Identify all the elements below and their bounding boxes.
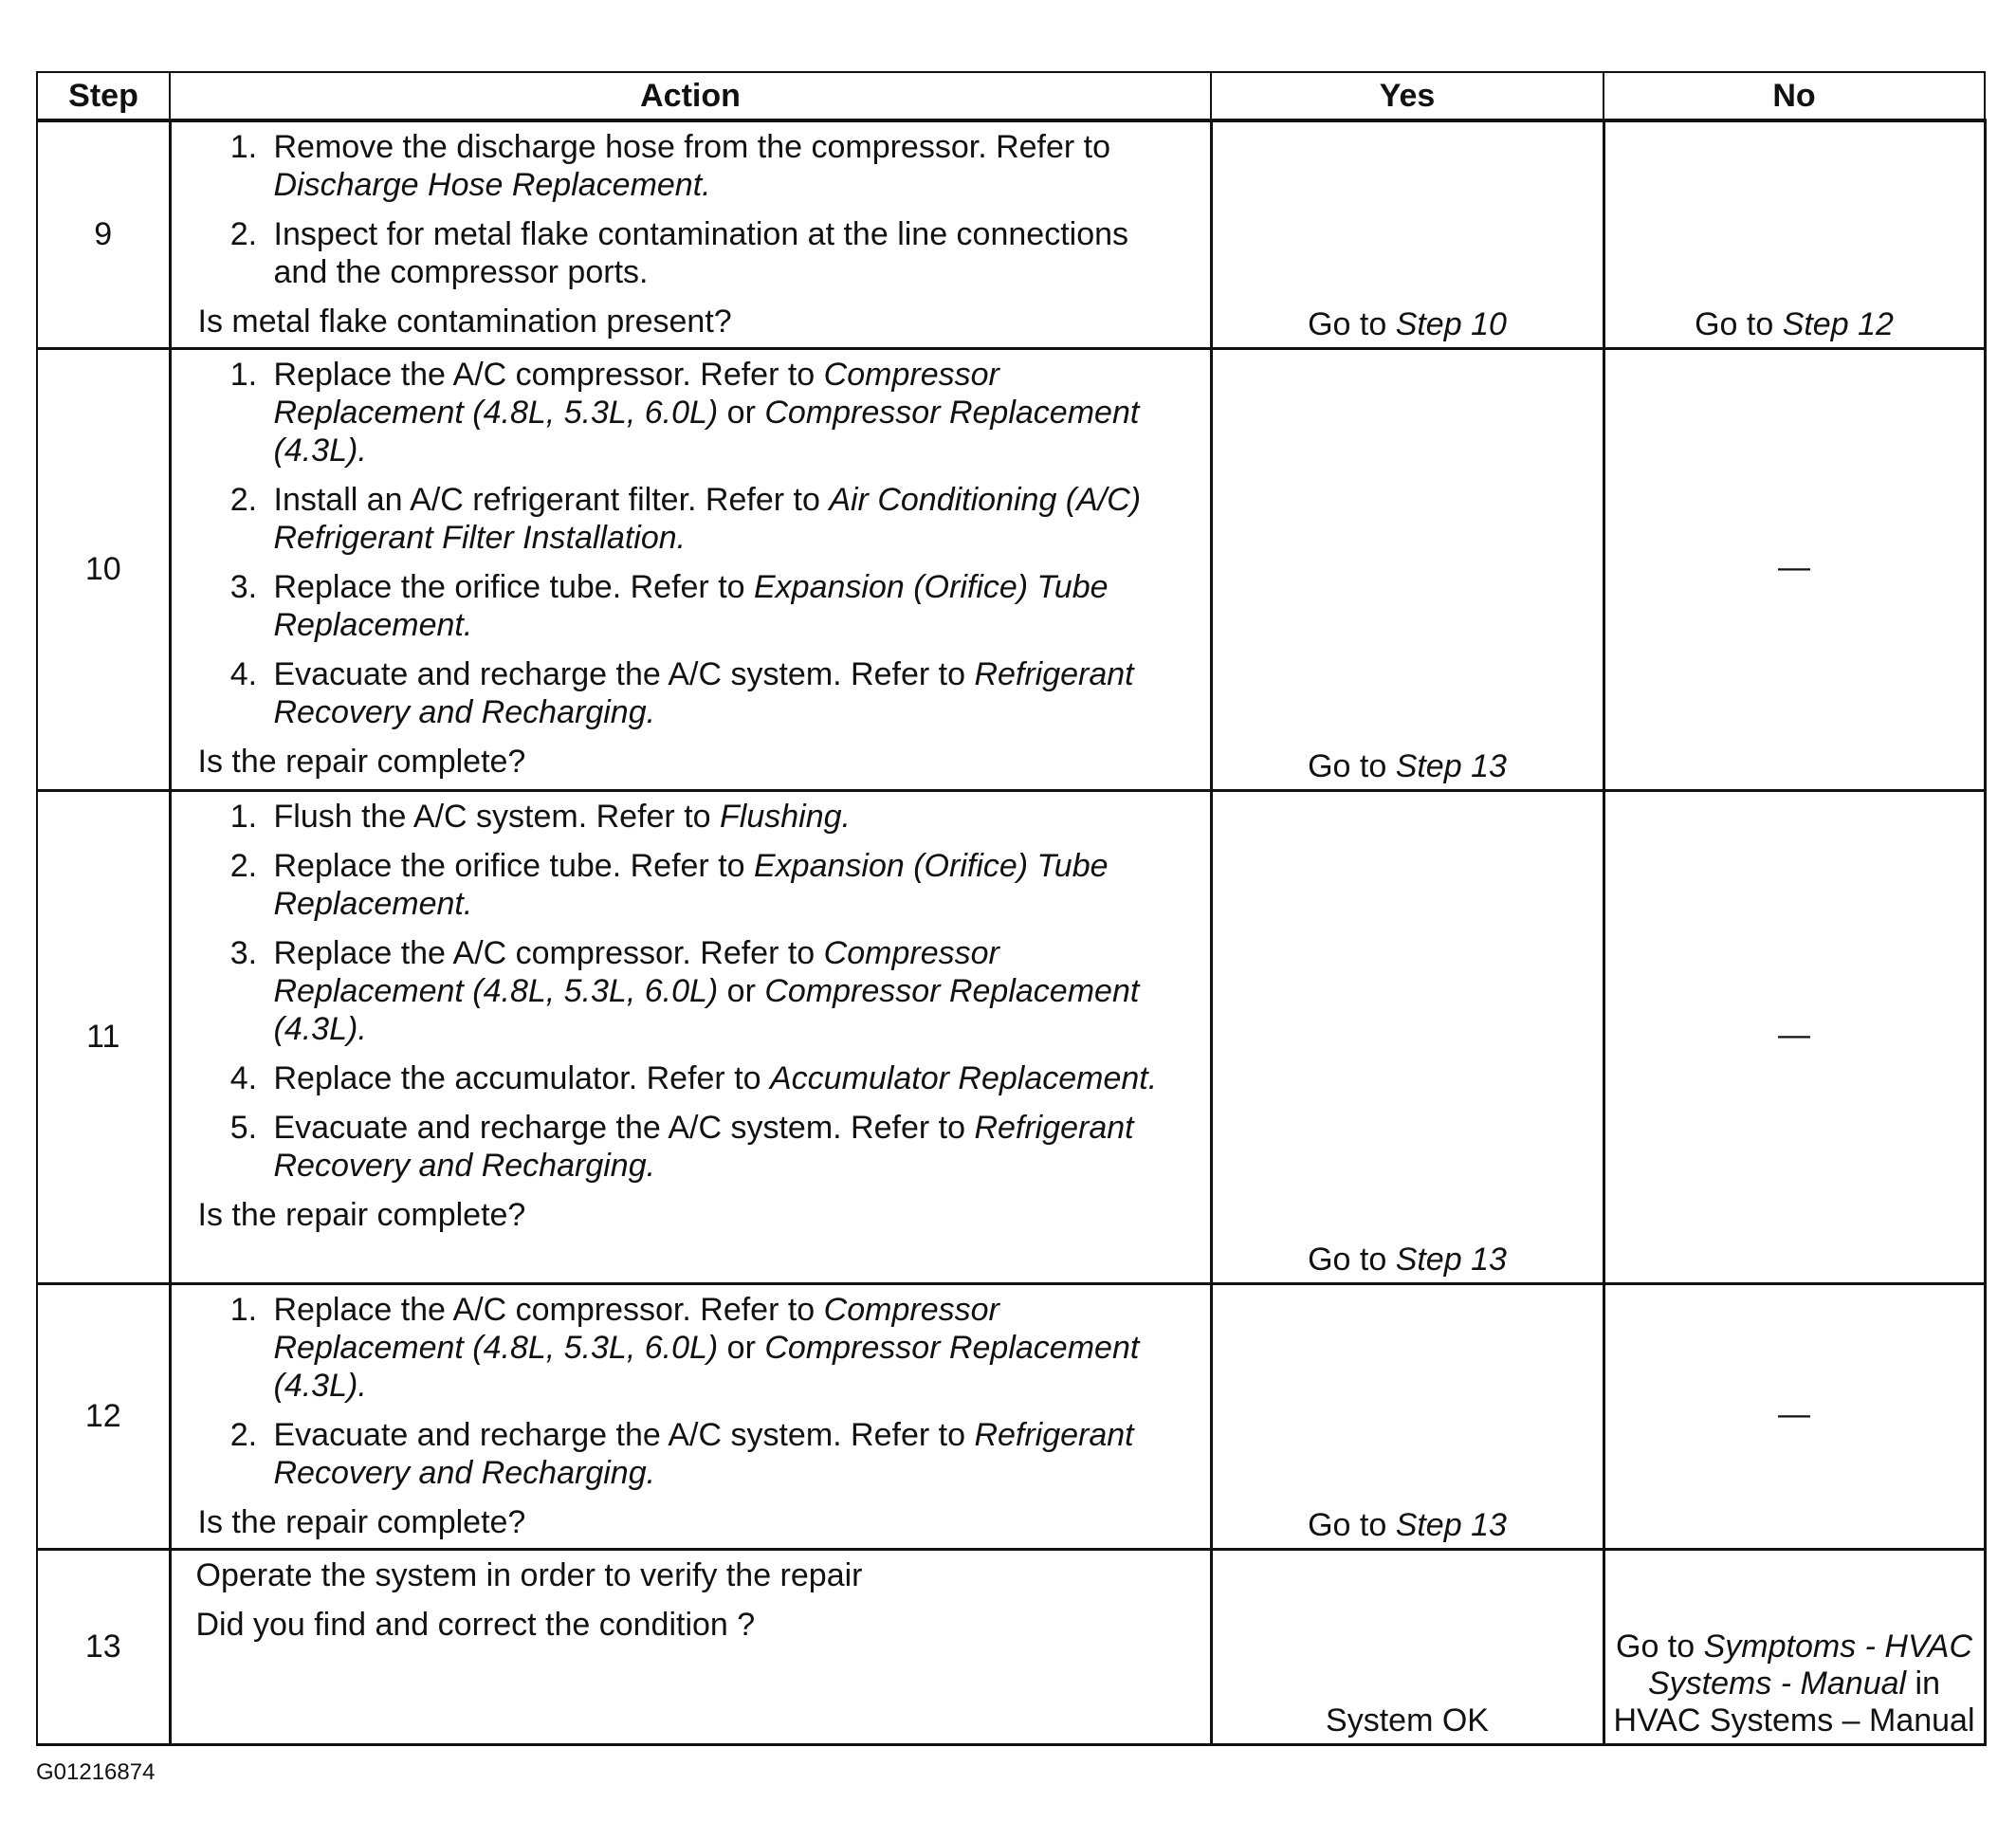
- none-dash: —: [1778, 549, 1810, 585]
- reference-link[interactable]: Expansion (Orifice) Tube Replacement.: [273, 847, 1109, 922]
- list-item: 2. Install an A/C refrigerant filter. Refer to Air Conditioning (A/C) Refrigerant Filter Installation.: [266, 481, 1191, 557]
- reference-link[interactable]: Compressor Replacement (4.3L).: [273, 972, 1140, 1047]
- list-item: 1. Replace the A/C compressor. Refer to Compressor Replacement (4.8L, 5.3L, 6.0L) or Compressor Replacement (4.3L).: [266, 356, 1191, 469]
- list-item: 2. Evacuate and recharge the A/C system. Refer to Refrigerant Recovery and Recharging.: [266, 1416, 1191, 1492]
- diagnostic-table-page: [36, 71, 1984, 1746]
- action-cell: [170, 790, 1211, 1283]
- question-text: Is the repair complete?: [197, 1503, 526, 1540]
- list-item: 1. Flush the A/C system. Refer to Flushing.: [266, 798, 1191, 836]
- no-cell: [1604, 348, 1985, 790]
- step-number: 10: [37, 348, 170, 790]
- step-number: 13: [37, 1549, 170, 1744]
- list-item: 3. Replace the A/C compressor. Refer to Compressor Replacement (4.8L, 5.3L, 6.0L) or Compressor Replacement (4.3L).: [266, 934, 1191, 1048]
- reference-link[interactable]: Compressor Replacement (4.3L).: [273, 394, 1140, 469]
- action-list: [187, 1291, 1191, 1492]
- reference-link[interactable]: Compressor Replacement (4.8L, 5.3L, 6.0L): [273, 1291, 999, 1366]
- action-cell: [170, 348, 1211, 790]
- step-number: 9: [37, 120, 170, 348]
- reference-link[interactable]: Flushing.: [720, 798, 851, 835]
- figure-id: G01216874: [36, 1759, 156, 1785]
- table-row-step-12: [37, 1283, 1985, 1549]
- reference-link[interactable]: Refrigerant Recovery and Recharging.: [273, 1109, 1134, 1184]
- step-link[interactable]: Step 13: [1395, 1241, 1507, 1278]
- reference-link[interactable]: Discharge Hose Replacement.: [273, 167, 711, 203]
- action-list: [187, 356, 1191, 731]
- list-item: 4. Evacuate and recharge the A/C system. Refer to Refrigerant Recovery and Recharging.: [266, 655, 1191, 731]
- question-text: Is the repair complete?: [197, 1196, 526, 1233]
- list-item: 2. Inspect for metal flake contamination at the line connections and the compressor ports.: [266, 215, 1191, 291]
- table-header-row: [37, 72, 1985, 120]
- reference-link[interactable]: Symptoms - HVAC Systems - Manual: [1647, 1628, 1972, 1702]
- no-cell: Go to Symptoms - HVAC Systems - Manual in HVAC Systems – Manual: [1604, 1549, 1985, 1744]
- step-link[interactable]: Step 13: [1395, 1506, 1507, 1543]
- action-cell: [170, 120, 1211, 348]
- table-row-step-13: [37, 1549, 1985, 1744]
- reference-link[interactable]: Compressor Replacement (4.3L).: [273, 1329, 1140, 1404]
- table-row-step-10: [37, 348, 1985, 790]
- question-text: Is the repair complete?: [197, 743, 526, 780]
- header-yes: Yes: [1211, 72, 1604, 120]
- question-text: Is metal flake contamination present?: [197, 304, 732, 340]
- reference-link[interactable]: Compressor Replacement (4.8L, 5.3L, 6.0L): [273, 934, 999, 1009]
- reference-link[interactable]: Compressor Replacement (4.8L, 5.3L, 6.0L): [273, 356, 999, 431]
- question-text: Did you find and correct the condition ?: [195, 1606, 756, 1643]
- list-item: 3. Replace the orifice tube. Refer to Expansion (Orifice) Tube Replacement.: [266, 568, 1191, 644]
- yes-cell: Go to Step 10: [1211, 120, 1604, 348]
- yes-cell: Go to Step 13: [1211, 790, 1604, 1283]
- yes-cell: Go to Step 13: [1211, 1283, 1604, 1549]
- table-row-step-11: [37, 790, 1985, 1283]
- list-item: 2. Replace the orifice tube. Refer to Expansion (Orifice) Tube Replacement.: [266, 847, 1191, 923]
- step-link[interactable]: Step 13: [1395, 747, 1507, 784]
- reference-link[interactable]: Accumulator Replacement.: [770, 1059, 1158, 1096]
- list-item: 1. Replace the A/C compressor. Refer to Compressor Replacement (4.8L, 5.3L, 6.0L) or Compressor Replacement (4.3L).: [266, 1291, 1191, 1405]
- header-step: Step: [37, 72, 170, 120]
- step-number: 11: [37, 790, 170, 1283]
- yes-cell: System OK: [1211, 1549, 1604, 1744]
- list-item: 5. Evacuate and recharge the A/C system. Refer to Refrigerant Recovery and Recharging.: [266, 1109, 1191, 1185]
- none-dash: —: [1778, 1396, 1810, 1432]
- reference-link[interactable]: Air Conditioning (A/C) Refrigerant Filter Installation.: [273, 481, 1142, 556]
- diagnostic-steps-table: [36, 71, 1987, 1746]
- step-number: 12: [37, 1283, 170, 1549]
- none-dash: —: [1778, 1017, 1810, 1053]
- yes-cell: Go to Step 13: [1211, 348, 1604, 790]
- reference-link[interactable]: Refrigerant Recovery and Recharging.: [273, 655, 1134, 730]
- step-link[interactable]: Step 10: [1395, 305, 1507, 342]
- no-cell: [1604, 1283, 1985, 1549]
- instruction-text: Operate the system in order to verify the repair: [195, 1556, 863, 1593]
- header-no: No: [1604, 72, 1985, 120]
- header-action: Action: [170, 72, 1211, 120]
- reference-link[interactable]: Refrigerant Recovery and Recharging.: [273, 1416, 1134, 1491]
- action-list: [187, 798, 1191, 1185]
- list-item: 4. Replace the accumulator. Refer to Accumulator Replacement.: [266, 1059, 1191, 1097]
- no-cell: [1604, 790, 1985, 1283]
- list-item: 1. Remove the discharge hose from the compressor. Refer to Discharge Hose Replacement.: [266, 128, 1191, 204]
- table-row-step-9: [37, 120, 1985, 348]
- action-cell: [170, 1549, 1211, 1744]
- no-cell: Go to Step 12: [1604, 120, 1985, 348]
- step-link[interactable]: Step 12: [1782, 305, 1894, 342]
- reference-link[interactable]: Expansion (Orifice) Tube Replacement.: [273, 568, 1109, 643]
- action-cell: [170, 1283, 1211, 1549]
- action-list: [187, 128, 1191, 291]
